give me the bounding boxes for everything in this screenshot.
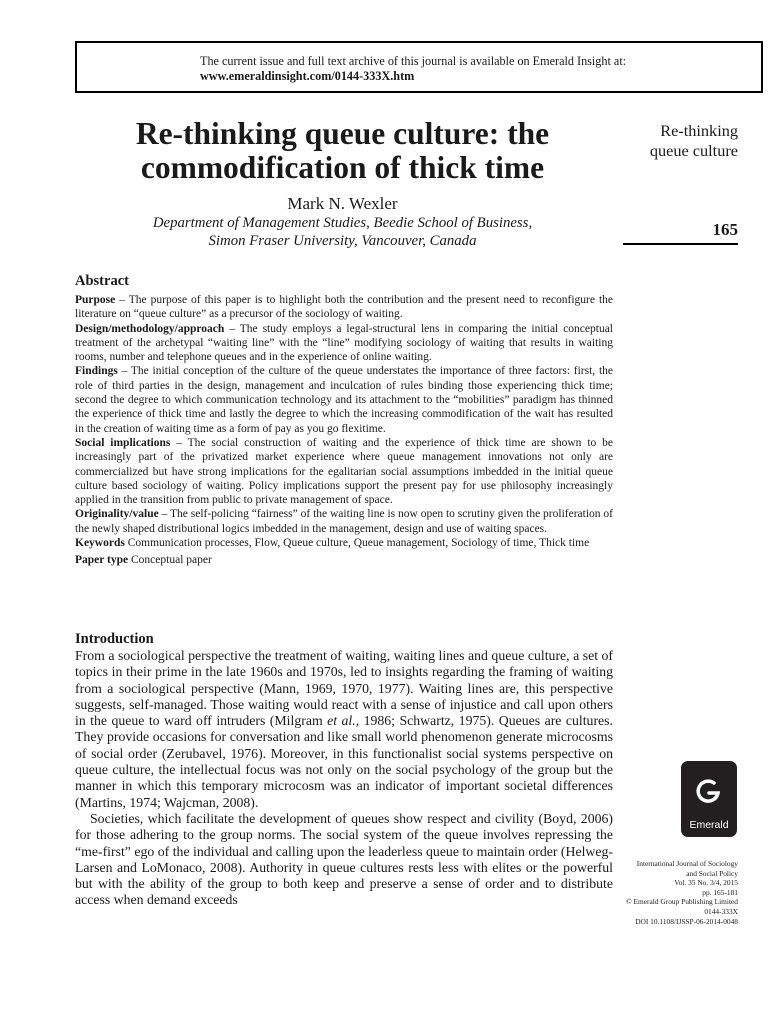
emerald-swirl-icon xyxy=(691,769,727,813)
design-label: Design/methodology/approach xyxy=(75,322,225,335)
page-number-rule xyxy=(623,243,738,245)
findings-label: Findings xyxy=(75,365,118,378)
keywords-label: Keywords xyxy=(75,537,125,550)
affiliation-line-1: Department of Management Studies, Beedie School of Business, xyxy=(152,215,533,231)
intro-paragraph-2: Societies, which facilitate the development of queues show respect and civility (Boyd, 2006) for those adhering to the group norms. The social system of the queue involves repressing the “me-first” ego of the individual and calling upon the leaderless queue to maintain order (Helweg-Larsen and LoMonaco, 2008). Authority in queue cultures rests less with elites or the powerful but with the ability of the group to both keep and preserve a sense of order and to distribute access when demand exceeds xyxy=(75,810,613,908)
findings-text: – The initial conception of the culture of the queue understates the importance of three factors: first, the role of third parties in the design, management and inculcation of rules binding those experiencing thick time; second the degree to which communication technology and its attachment to the “mobilities” paradigm has thinned the experience of thick time and lastly the degree to which the increasing commodification of the wait has resulted in the creation of waiting time as a form of pay as you go flexitime. xyxy=(75,365,613,435)
author-name: Mark N. Wexler xyxy=(287,194,398,213)
paper-type-label: Paper type xyxy=(75,554,129,567)
keywords xyxy=(75,536,613,550)
abstract-body xyxy=(75,293,613,568)
author-affiliation xyxy=(75,214,610,250)
citation-line: International Journal of Sociology xyxy=(636,859,738,868)
citation-line: © Emerald Group Publishing Limited xyxy=(626,897,738,907)
purpose-label: Purpose xyxy=(75,294,116,306)
paper-type xyxy=(75,553,613,567)
social-label: Social implications xyxy=(75,436,171,449)
introduction-heading: Introduction xyxy=(75,631,154,647)
keywords-text: Communication processes, Flow, Queue culture, Queue management, Sociology of time, Thick time xyxy=(124,537,590,550)
abstract-originality xyxy=(75,507,613,536)
citation-line: DOI 10.1108/IJSSP-06-2014-0048 xyxy=(635,916,738,926)
availability-notice: The current issue and full text archive of this journal is available on Emerald Insight at: xyxy=(200,54,627,68)
paper-type-text: Conceptual paper xyxy=(128,554,212,567)
abstract-purpose xyxy=(75,293,613,322)
intro-p1-et-al: et al. xyxy=(327,713,356,729)
purpose-text: – The purpose of this paper is to highlight both the contribution and the present need to reconfigure the literature on “queue culture” as a precursor of the sociology of waiting. xyxy=(75,294,613,321)
journal-availability-box xyxy=(75,41,763,93)
citation-line: and Social Policy xyxy=(686,868,738,878)
journal-url: www.emeraldinsight.com/0144-333X.htm xyxy=(200,69,415,83)
emerald-logo-text: Emerald xyxy=(689,819,729,831)
running-head xyxy=(615,121,738,161)
citation-line: Vol. 35 No. 3/4, 2015 xyxy=(674,878,738,888)
social-text: – The social construction of waiting and the experience of thick time are shown to be increasingly part of the privatized market experience where queue management innovations not only are commercialized but have strong implications for the egalitarian social assumptions imbedded in the initial queue culture based sociology of waiting. Policy implications support the present pay for use philosophy increasingly applied in the transition from public to private management of space. xyxy=(75,436,614,507)
abstract-findings xyxy=(75,364,613,435)
affiliation-line-2: Simon Fraser University, Vancouver, Canada xyxy=(208,233,477,249)
intro-p1-part-b: , 1986; Schwartz, 1975). Queues are cultures. They provide occasions for conversation and like small world phenomenon generate microcosms of social order (Zerubavel, 1976). Moreover, in this functionalist social systems perspective on queue culture, the intellectual focus was not only on the social psychology of the group but the manner in which this temporary microcosm was an indicator of important societal differences (Martins, 1974; Wajcman, 2008). xyxy=(75,713,613,810)
page-number: 165 xyxy=(712,220,738,239)
abstract-social-implications xyxy=(75,436,613,507)
citation-line: pp. 165-181 xyxy=(702,887,738,897)
running-head-line-2: queue culture xyxy=(649,141,738,160)
abstract-heading: Abstract xyxy=(75,273,129,289)
citation-line: 0144-333X xyxy=(704,906,738,916)
journal-citation xyxy=(615,859,738,926)
intro-paragraph-1 xyxy=(75,648,613,811)
introduction-body xyxy=(75,648,613,909)
originality-label: Originality/value xyxy=(75,508,159,521)
article-title: Re-thinking queue culture: the commodification of thick time xyxy=(135,116,550,185)
abstract-design xyxy=(75,322,613,365)
running-head-line-1: Re-thinking xyxy=(660,121,738,140)
emerald-logo xyxy=(681,761,737,837)
intro-p1-part-a: From a sociological perspective the treatment of waiting, waiting lines and queue culture, a set of topics in their prime in the late 1960s and 1970s, led to insights regarding the framing of waiting from a sociological perspective (Mann, 1969, 1970, 1977). Waiting lines are, this perspective suggests, self-managed. Those waiting would react with a sense of injustice and call upon others in the queue to ward off intruders (Milgram xyxy=(75,648,613,729)
originality-text: – The self-policing “fairness” of the waiting line is now open to scrutiny given the proliferation of the newly shaped distributional logics imbedded in the management, design and use of waiting spaces. xyxy=(75,508,613,535)
design-text: – The study employs a legal-structural lens in comparing the initial conceptual treatment of the archetypal “waiting line” with the “line” modifying sociology of waiting that results in waiting rooms, number and telephone queues and in the experience of online waiting. xyxy=(75,322,613,364)
